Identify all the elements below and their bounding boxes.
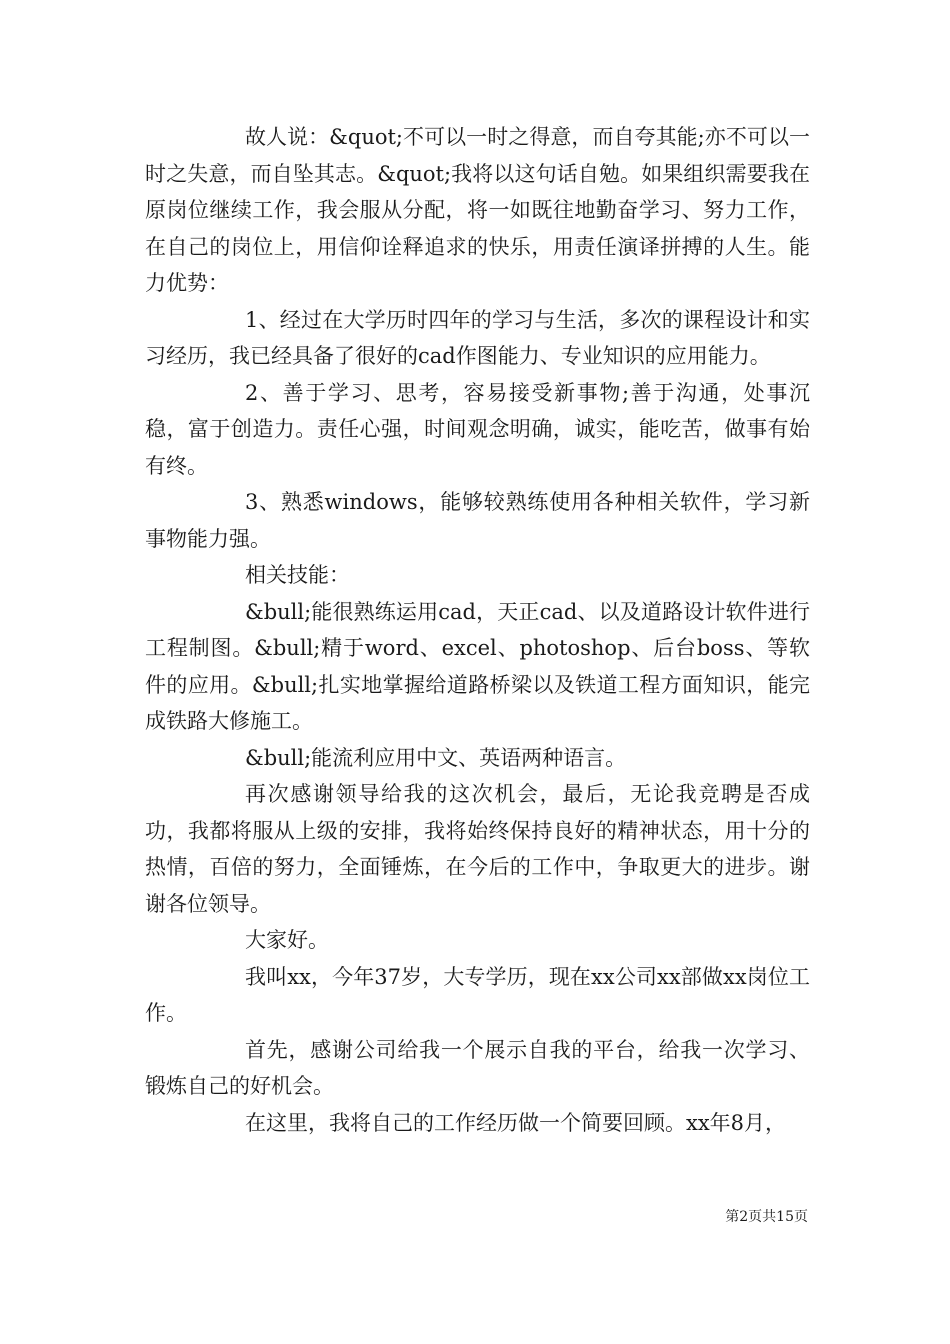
paragraph-gratitude: 首先，感谢公司给我一个展示自我的平台，给我一次学习、锻炼自己的好机会。 — [145, 1037, 810, 1098]
paragraph-experience: 在这里，我将自己的工作经历做一个简要回顾。xx年8月， — [245, 1110, 787, 1135]
paragraph-thanks: 再次感谢领导给我的这次机会，最后，无论我竞聘是否成功，我都将服从上级的安排，我将始终保持良好的精神状态，用十分的热情，百倍的努力，全面锤炼，在今后的工作中，争取更大的进步。谢谢各位领导。 — [145, 782, 810, 916]
paragraph-intro: 我叫xx，今年37岁，大专学历，现在xx公司xx部做xx岗位工作。 — [145, 964, 810, 1025]
paragraph-strength-1: 1、经过在大学历时四年的学习与生活，多次的课程设计和实习经历，我已经具备了很好的cad作图能力、专业知识的应用能力。 — [145, 307, 810, 368]
paragraph-skills-list: &bull;能很熟练运用cad，天正cad、以及道路设计软件进行工程制图。&bull;精于word、excel、photoshop、后台boss、等软件的应用。&bull;扎实地掌握给道路桥梁以及铁道工程方面知识，能完成铁路大修施工。 — [145, 599, 810, 733]
page-number: 第2页共15页 — [725, 1209, 808, 1225]
paragraph-quote: 故人说：&quot;不可以一时之得意，而自夸其能;亦不可以一时之失意，而自坠其志。&quot;我将以这句话自勉。如果组织需要我在原岗位继续工作，我会服从分配，将一如既往地勤奋学习、努力工作，在自己的岗位上，用信仰诠释追求的快乐，用责任演译拼搏的人生。能力优势： — [145, 125, 810, 295]
paragraph-skills-heading: 相关技能： — [245, 563, 350, 587]
paragraph-strength-2: 2、善于学习、思考，容易接受新事物;善于沟通，处事沉稳，富于创造力。责任心强，时间观念明确，诚实，能吃苦，做事有始有终。 — [145, 380, 810, 478]
paragraph-strength-3: 3、熟悉windows，能够较熟练使用各种相关软件，学习新事物能力强。 — [145, 490, 810, 551]
document-body — [145, 119, 810, 1141]
paragraph-languages: &bull;能流利应用中文、英语两种语言。 — [245, 745, 627, 770]
paragraph-greeting: 大家好。 — [245, 928, 329, 952]
